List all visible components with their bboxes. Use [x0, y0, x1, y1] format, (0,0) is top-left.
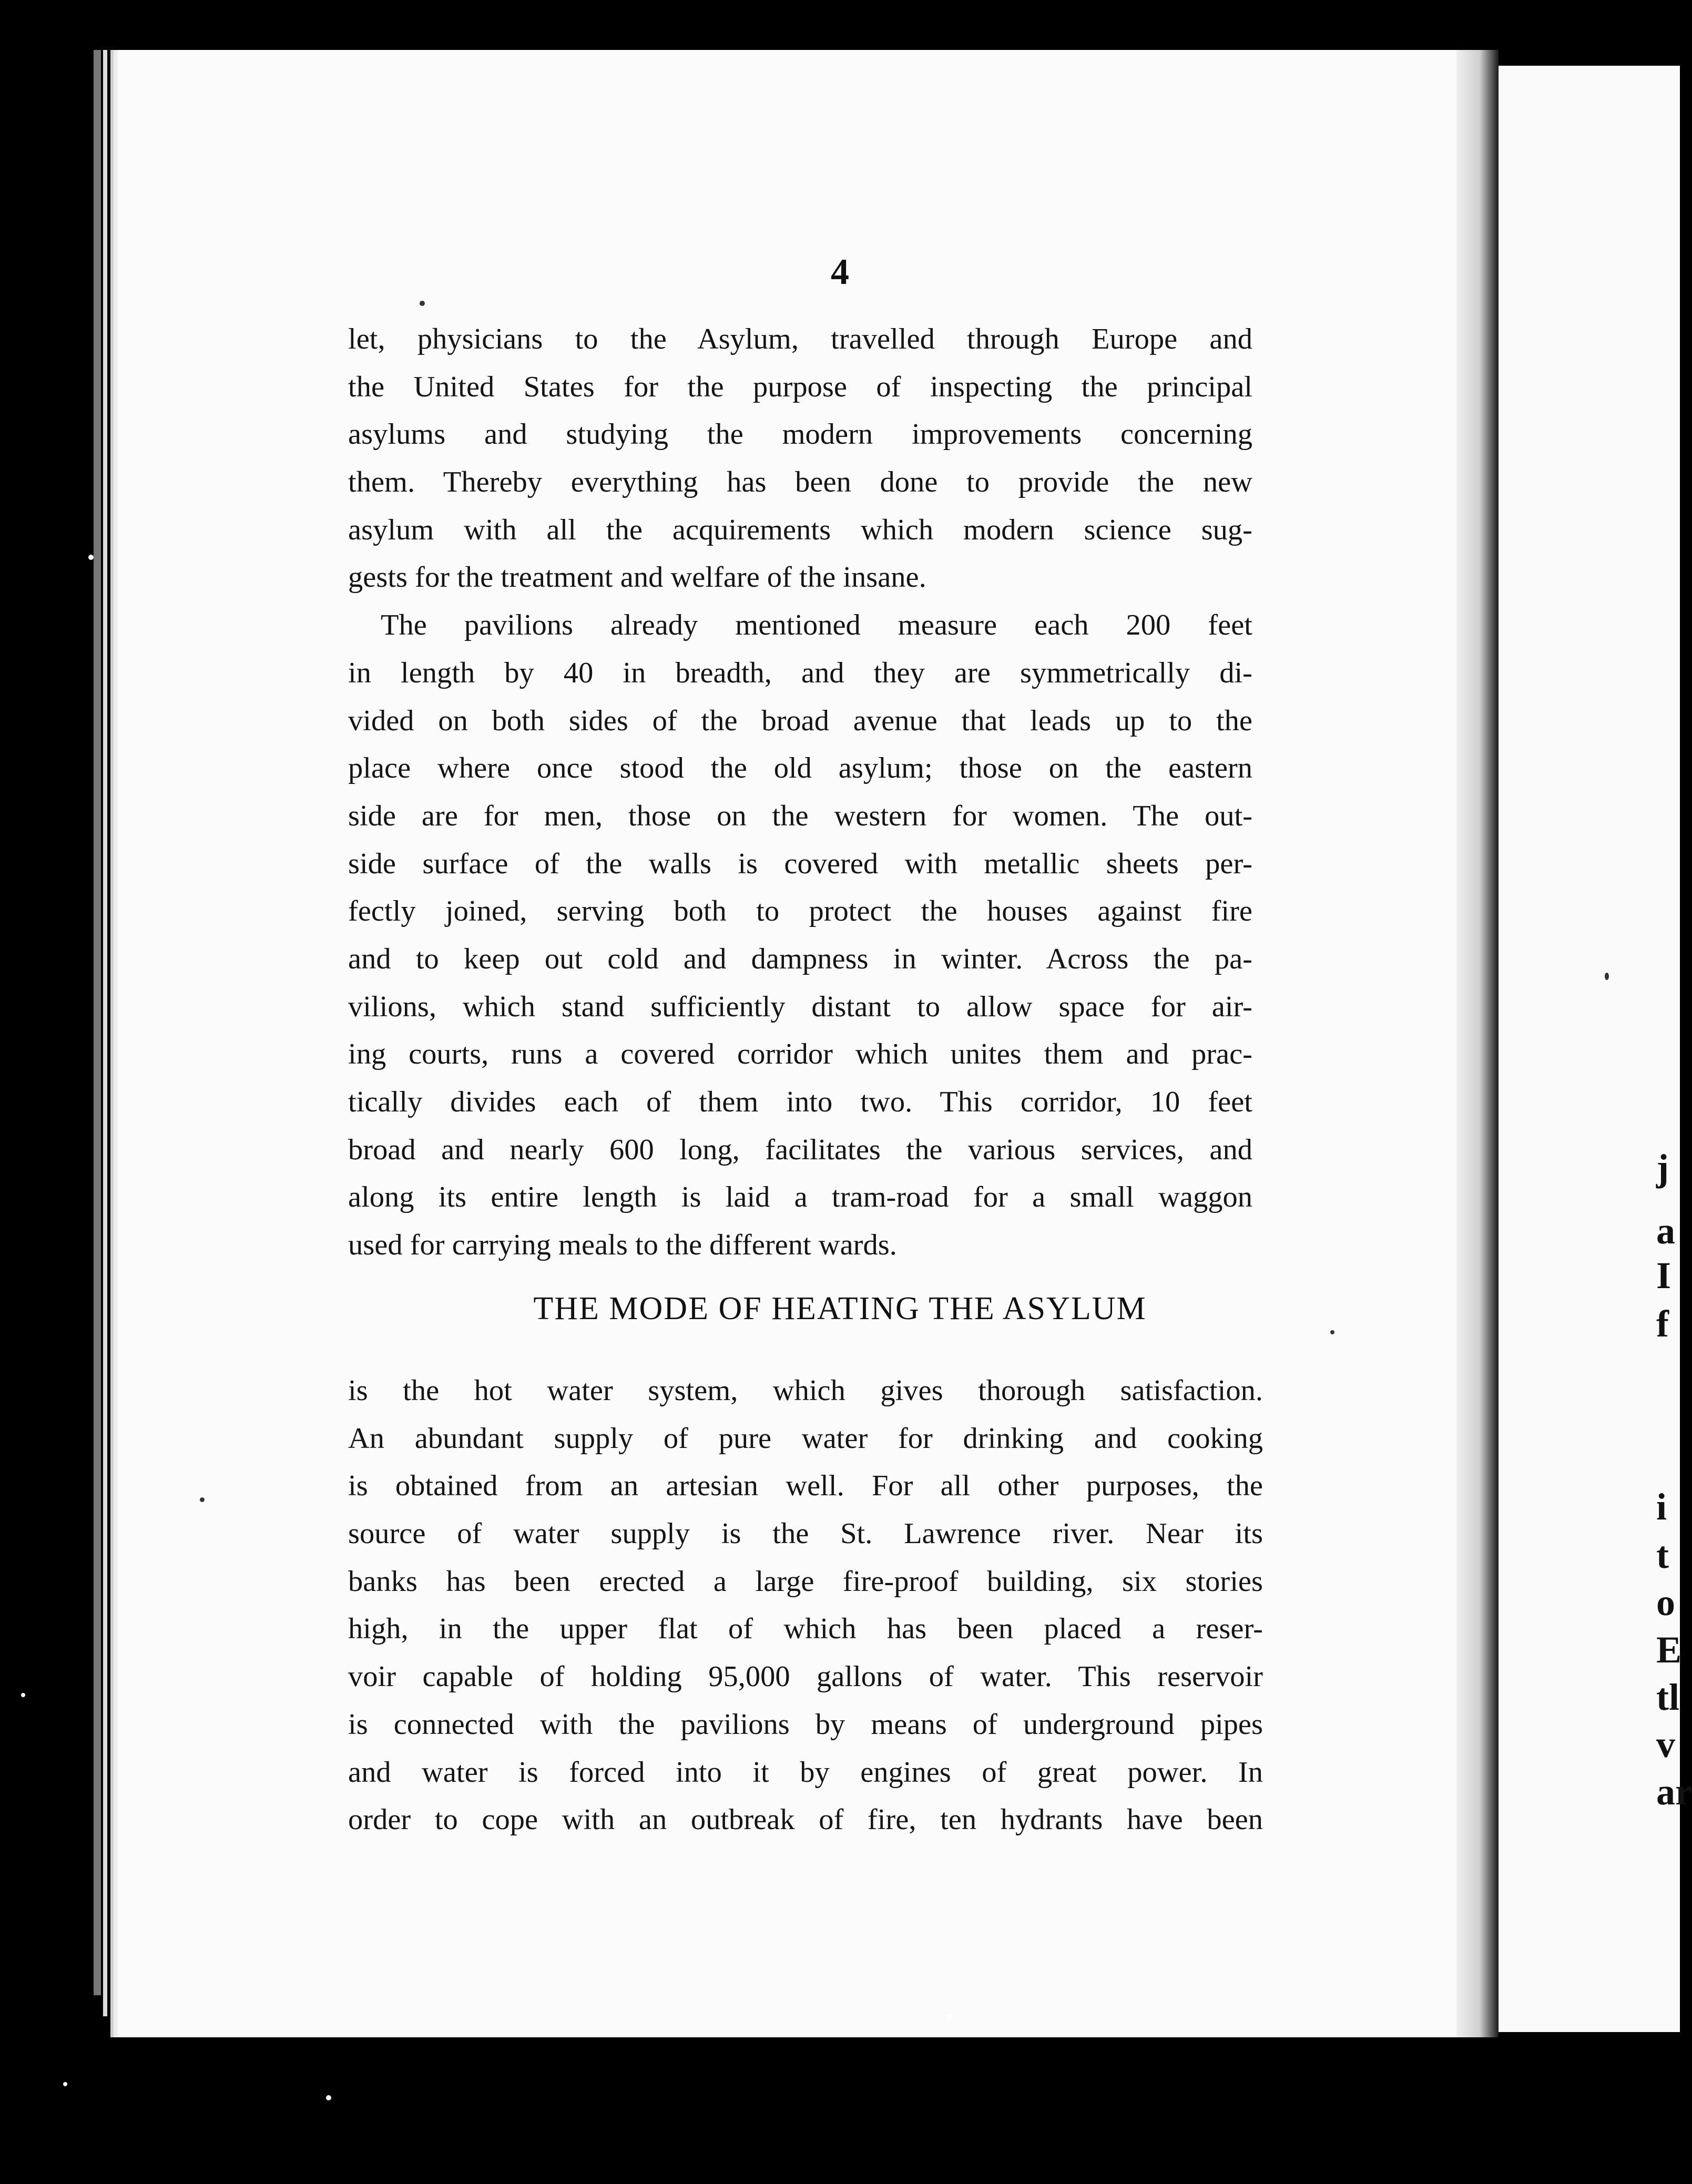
scan-speck: [88, 555, 94, 560]
text-line: used for carrying meals to the different wards.: [348, 1229, 897, 1262]
text-line: The pavilions already mentioned measure each 200 feet: [381, 609, 1252, 642]
text-line: asylums and studying the modern improvements concerning: [348, 418, 1252, 451]
facing-fragment: a: [1656, 1210, 1675, 1252]
page-edge-shadow: [94, 50, 101, 1995]
facing-page: [1499, 66, 1680, 2032]
text-line: side surface of the walls is covered with metallic sheets per-: [348, 847, 1252, 880]
scan-speck: [63, 2082, 67, 2086]
facing-fragment: I: [1656, 1254, 1671, 1297]
scan-speck: [420, 301, 425, 306]
facing-fragment: ar: [1656, 1771, 1692, 1813]
text-line: tically divides each of them into two. This corridor, 10 feet: [348, 1086, 1252, 1118]
text-line: An abundant supply of pure water for drinking and cooking: [348, 1422, 1263, 1455]
text-line: them. Thereby everything has been done to provide the new: [348, 466, 1252, 499]
text-line: is the hot water system, which gives thorough satisfaction.: [348, 1374, 1263, 1407]
text-line: source of water supply is the St. Lawrence river. Near its: [348, 1517, 1263, 1550]
text-line: and to keep out cold and dampness in winter. Across the pa-: [348, 942, 1252, 975]
section-heading: THE MODE OF HEATING THE ASYLUM: [533, 1291, 1147, 1326]
facing-fragment: t: [1656, 1534, 1669, 1576]
text-line: in length by 40 in breadth, and they are symmetrically di-: [348, 656, 1252, 689]
text-line: order to cope with an outbreak of fire, ten hydrants have been: [348, 1803, 1263, 1836]
text-line: along its entire length is laid a tram-road for a small waggon: [348, 1181, 1252, 1214]
facing-fragment: j: [1656, 1147, 1669, 1189]
text-line: vided on both sides of the broad avenue that leads up to the: [348, 704, 1252, 737]
text-line: gests for the treatment and welfare of the insane.: [348, 561, 926, 594]
text-line: let, physicians to the Asylum, travelled through Europe and: [348, 323, 1252, 355]
text-line: fectly joined, serving both to protect the houses against fire: [348, 895, 1252, 928]
scan-speck: [200, 1497, 205, 1502]
facing-fragment: f: [1656, 1303, 1669, 1345]
facing-fragment: i: [1656, 1486, 1667, 1528]
scan-speck: [1605, 973, 1609, 980]
text-line: asylum with all the acquirements which modern science sug-: [348, 513, 1252, 546]
facing-fragment: v: [1656, 1723, 1675, 1765]
scan-speck: [21, 1693, 25, 1697]
text-line: and water is forced into it by engines of great power. In: [348, 1756, 1263, 1789]
text-line: is obtained from an artesian well. For all other purposes, the: [348, 1469, 1263, 1503]
facing-fragment: tl: [1656, 1676, 1679, 1718]
text-line: side are for men, those on the western for women. The out-: [348, 799, 1252, 832]
body-text: [348, 1367, 1263, 1844]
page-edge-highlight: [103, 50, 107, 2016]
text-line: high, in the upper flat of which has been placed a reser-: [348, 1613, 1263, 1646]
text-line: is connected with the pavilions by means of underground pipes: [348, 1708, 1263, 1741]
text-line: place where once stood the old asylum; those on the eastern: [348, 752, 1252, 785]
text-line: broad and nearly 600 long, facilitates the various services, and: [348, 1133, 1252, 1166]
facing-fragment: E: [1656, 1629, 1682, 1671]
body-text: [348, 315, 1252, 1269]
text-line: vilions, which stand sufficiently distant to allow space for air-: [348, 990, 1252, 1023]
scan-speck: [946, 2014, 953, 2020]
scan-speck: [326, 2095, 331, 2100]
text-line: the United States for the purpose of inspecting the principal: [348, 370, 1252, 403]
page-number: 4: [831, 252, 849, 292]
facing-fragment: o: [1656, 1581, 1675, 1624]
text-line: banks has been erected a large fire-proof building, six stories: [348, 1565, 1263, 1598]
text-line: ing courts, runs a covered corridor which unites them and prac-: [348, 1038, 1252, 1071]
scan-speck: [1330, 1330, 1334, 1334]
book-gutter: [1456, 50, 1499, 2037]
text-line: voir capable of holding 95,000 gallons of water. This reservoir: [348, 1660, 1263, 1693]
